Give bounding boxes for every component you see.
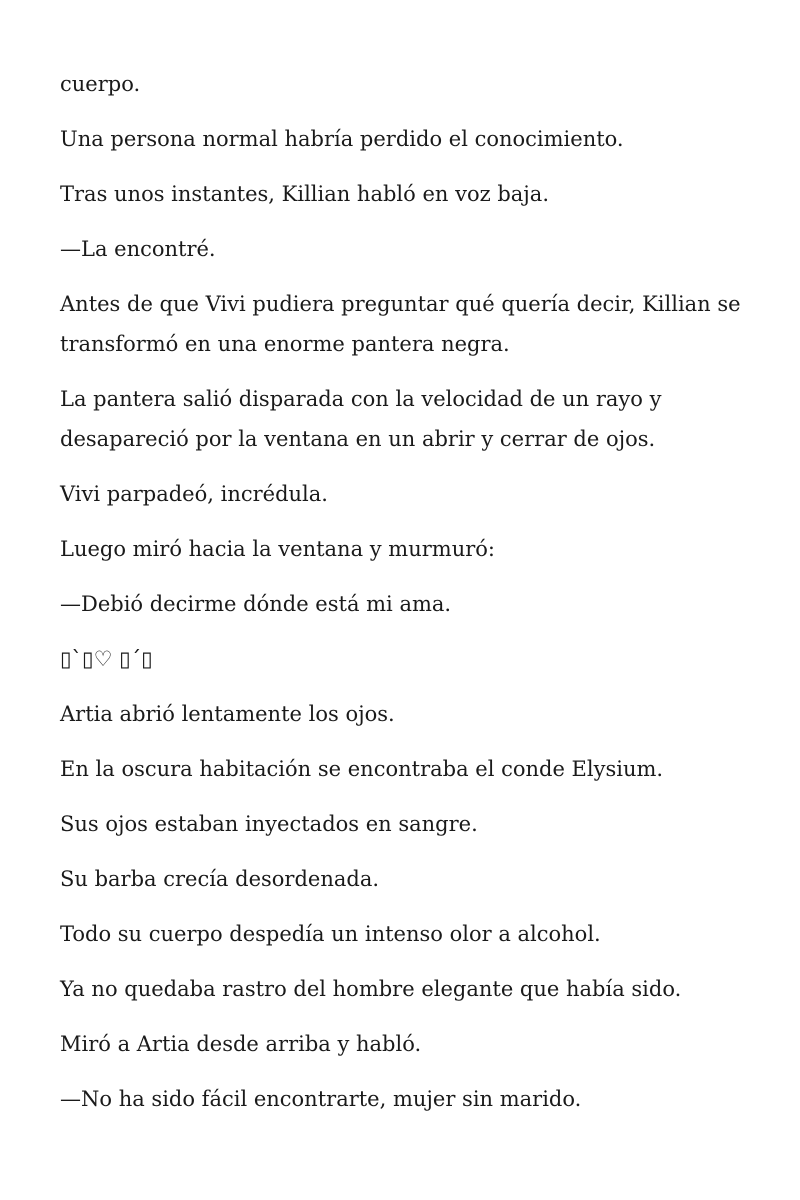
paragraph: Todo su cuerpo despedía un intenso olor a alcohol. xyxy=(60,922,601,946)
dialogue-line: —Debió decirme dónde está mi ama. xyxy=(60,592,452,616)
document-page xyxy=(60,64,750,1134)
scene-separator: ▯`▯♡ ▯´▯ xyxy=(60,647,153,671)
paragraph: Antes de que Vivi pudiera preguntar qué quería decir, Killian se transformó en una enorme pantera negra. xyxy=(60,292,741,356)
dialogue-line: —No ha sido fácil encontrarte, mujer sin marido. xyxy=(60,1087,582,1111)
paragraph: Tras unos instantes, Killian habló en voz baja. xyxy=(60,182,549,206)
paragraph: Vivi parpadeó, incrédula. xyxy=(60,482,328,506)
paragraph: Miró a Artia desde arriba y habló. xyxy=(60,1032,422,1056)
paragraph: Artia abrió lentamente los ojos. xyxy=(60,702,395,726)
paragraph: Luego miró hacia la ventana y murmuró: xyxy=(60,537,495,561)
paragraph: En la oscura habitación se encontraba el conde Elysium. xyxy=(60,757,664,781)
paragraph: Ya no quedaba rastro del hombre elegante que había sido. xyxy=(60,977,682,1001)
paragraph: Una persona normal habría perdido el conocimiento. xyxy=(60,127,624,151)
paragraph: Sus ojos estaban inyectados en sangre. xyxy=(60,812,478,836)
paragraph: Su barba crecía desordenada. xyxy=(60,867,380,891)
paragraph: cuerpo. xyxy=(60,72,141,96)
dialogue-line: —La encontré. xyxy=(60,237,216,261)
paragraph: La pantera salió disparada con la velocidad de un rayo y desapareció por la ventana en un abrir y cerrar de ojos. xyxy=(60,387,662,451)
